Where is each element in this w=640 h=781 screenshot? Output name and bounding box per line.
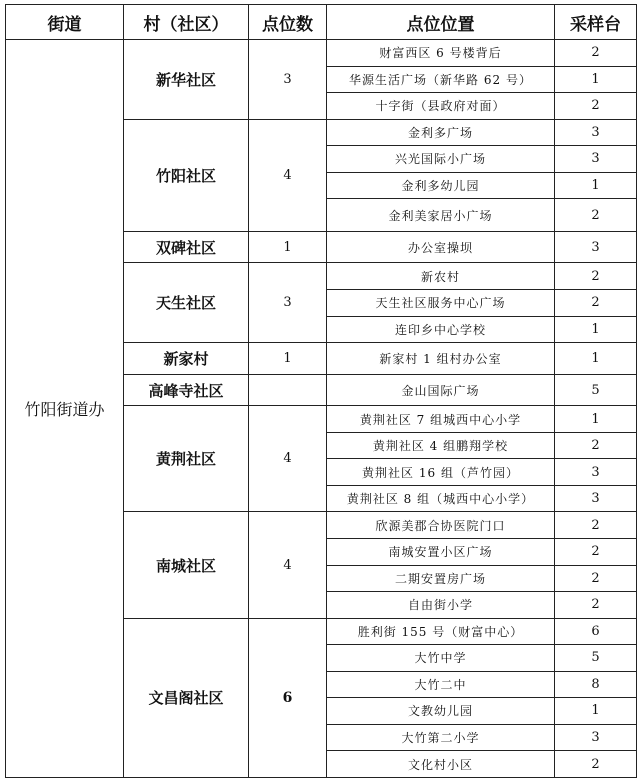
sampler-count-cell: 5 [555,645,637,672]
site-count-cell: 4 [249,406,327,512]
sampler-count-cell: 3 [555,724,637,751]
sampler-count-cell: 1 [555,698,637,725]
sampler-count-cell: 3 [555,146,637,173]
header-row [6,5,637,40]
table-body [6,40,637,778]
sampler-count-cell: 2 [555,539,637,566]
sampler-count-cell: 2 [555,565,637,592]
sampler-count-cell: 2 [555,432,637,459]
sampler-count-cell: 2 [555,40,637,67]
table-row [6,40,637,67]
village-cell: 新家村 [124,343,249,375]
sampler-count-cell: 1 [555,406,637,433]
site-location-cell: 大竹中学 [327,645,555,672]
site-location-cell: 天生社区服务中心广场 [327,290,555,317]
site-location-cell: 黄荆社区 8 组（城西中心小学） [327,485,555,512]
sampler-count-cell: 1 [555,66,637,93]
site-location-cell: 新农村 [327,263,555,290]
site-location-cell: 新家村 1 组村办公室 [327,343,555,375]
site-count-cell: 4 [249,512,327,618]
site-location-cell: 自由街小学 [327,592,555,619]
village-cell: 双碑社区 [124,231,249,263]
site-count-cell: 3 [249,40,327,120]
sampler-count-cell: 2 [555,199,637,232]
site-location-cell: 金利多广场 [327,119,555,146]
site-location-cell: 金利多幼儿园 [327,172,555,199]
sampler-count-cell: 8 [555,671,637,698]
site-location-cell: 十字街（县政府对面） [327,93,555,120]
header-location: 点位位置 [327,5,555,40]
site-count-cell: 1 [249,231,327,263]
sampler-count-cell: 1 [555,343,637,375]
site-location-cell: 黄荆社区 7 组城西中心小学 [327,406,555,433]
sampler-count-cell: 3 [555,485,637,512]
sampler-count-cell: 2 [555,592,637,619]
site-location-cell: 金山国际广场 [327,374,555,406]
site-count-cell: 1 [249,343,327,375]
header-count: 点位数 [249,5,327,40]
sampler-count-cell: 6 [555,618,637,645]
sampler-count-cell: 3 [555,459,637,486]
sampler-count-cell: 1 [555,316,637,343]
site-location-cell: 财富西区 6 号楼背后 [327,40,555,67]
village-cell: 高峰寺社区 [124,374,249,406]
site-location-cell: 南城安置小区广场 [327,539,555,566]
sampler-count-cell: 1 [555,172,637,199]
site-location-cell: 欣源美郡合协医院门口 [327,512,555,539]
sampler-count-cell: 2 [555,263,637,290]
village-cell: 文昌阁社区 [124,618,249,777]
site-location-cell: 胜利街 155 号（财富中心） [327,618,555,645]
site-location-cell: 兴光国际小广场 [327,146,555,173]
header-village: 村（社区） [124,5,249,40]
sampler-count-cell: 2 [555,512,637,539]
site-count-cell [249,374,327,406]
sampler-count-cell: 2 [555,751,637,778]
street-cell: 竹阳街道办 [6,40,124,778]
site-location-cell: 华源生活广场（新华路 62 号） [327,66,555,93]
site-count-cell: 6 [249,618,327,777]
site-location-cell: 金利美家居小广场 [327,199,555,232]
site-location-cell: 黄荆社区 16 组（芦竹园） [327,459,555,486]
sampler-count-cell: 2 [555,290,637,317]
site-location-cell: 文教幼儿园 [327,698,555,725]
header-street: 街道 [6,5,124,40]
site-location-cell: 连印乡中心学校 [327,316,555,343]
sampler-count-cell: 2 [555,93,637,120]
site-location-cell: 黄荆社区 4 组鹏翔学校 [327,432,555,459]
site-location-cell: 大竹二中 [327,671,555,698]
site-location-cell: 大竹第二小学 [327,724,555,751]
village-cell: 南城社区 [124,512,249,618]
village-cell: 新华社区 [124,40,249,120]
site-location-cell: 办公室操坝 [327,231,555,263]
village-cell: 黄荆社区 [124,406,249,512]
site-count-cell: 3 [249,263,327,343]
sampling-sites-table [5,4,637,778]
site-location-cell: 二期安置房广场 [327,565,555,592]
header-samplers: 采样台 [555,5,637,40]
site-location-cell: 文化村小区 [327,751,555,778]
sampler-count-cell: 3 [555,119,637,146]
village-cell: 天生社区 [124,263,249,343]
sampler-count-cell: 3 [555,231,637,263]
village-cell: 竹阳社区 [124,119,249,231]
sampler-count-cell: 5 [555,374,637,406]
site-count-cell: 4 [249,119,327,231]
